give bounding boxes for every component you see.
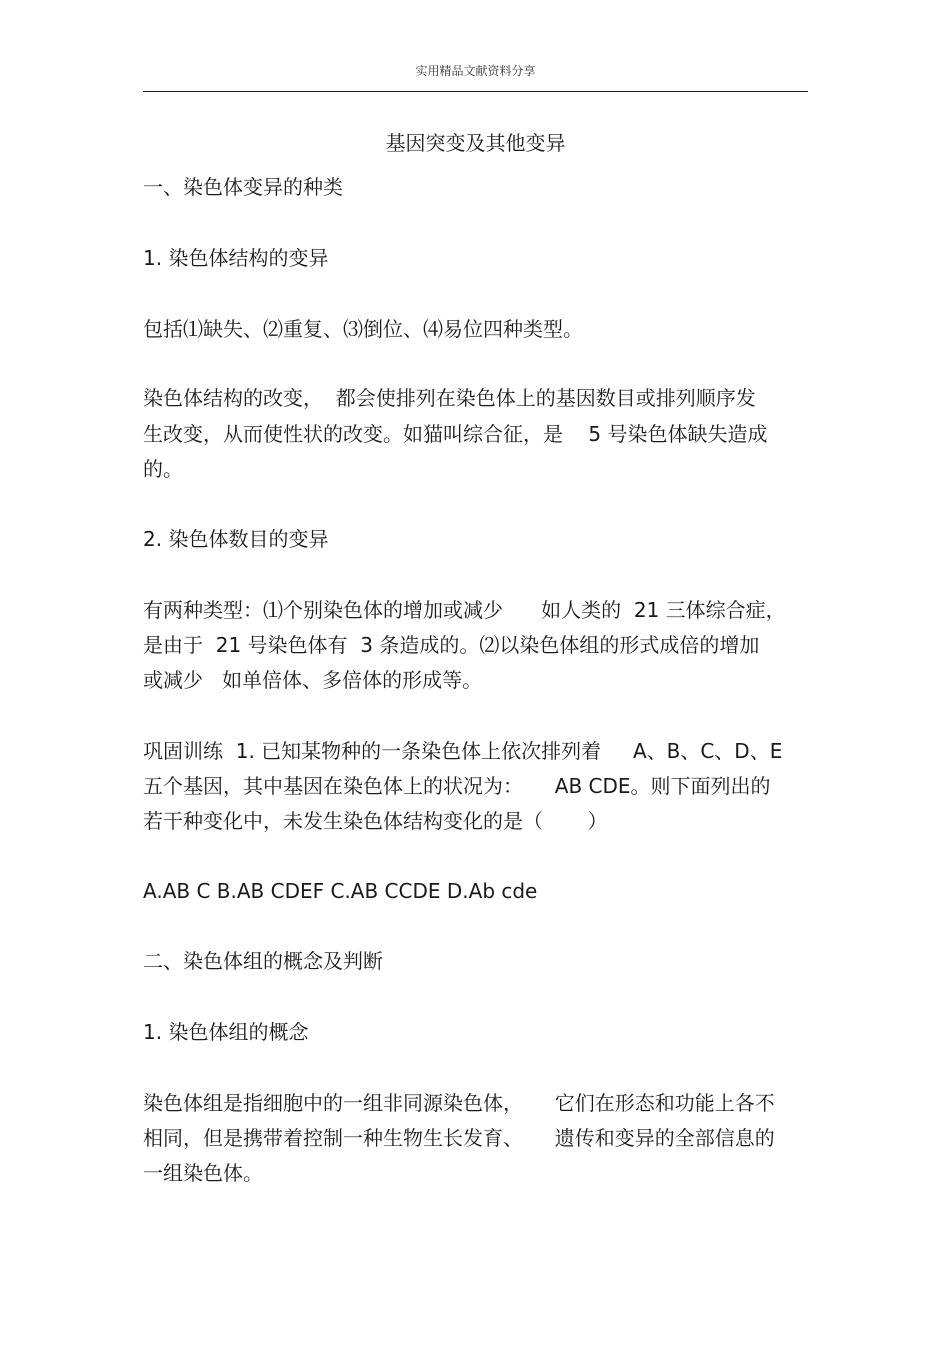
paragraph-line: 染色体组是指细胞中的一组非同源染色体， 它们在形态和功能上各不 (143, 1091, 775, 1115)
subheading-numerical-variation: 2. 染色体数目的变异 (143, 527, 329, 551)
paragraph-line: 的。 (143, 457, 183, 481)
exercise-options: A.AB C B.AB CDEF C.AB CCDE D.Ab cde (143, 879, 538, 903)
exercise-line: 五个基因，其中基因在染色体上的状况为： AB CDE。则下面列出的 (143, 774, 771, 798)
paragraph-line: 是由于 21 号染色体有 3 条造成的。⑵以染色体组的形式成倍的增加 (143, 633, 760, 657)
paragraph-line: 染色体结构的改变， 都会使排列在染色体上的基因数目或排列顺序发 (143, 386, 756, 410)
exercise-line: 巩固训练 1. 已知某物种的一条染色体上依次排列着 A、B、C、D、E (143, 739, 783, 763)
subheading-structural-variation: 1. 染色体结构的变异 (143, 246, 329, 270)
page-header: 实用精品文献资料分享 (415, 64, 536, 78)
header-rule (143, 91, 808, 92)
subheading-chromosome-set-concept: 1. 染色体组的概念 (143, 1020, 309, 1044)
paragraph-line: 相同，但是携带着控制一种生物生长发育、 遗传和变异的全部信息的 (143, 1126, 775, 1150)
exercise-line: 若干种变化中，未发生染色体结构变化的是（ ） (143, 809, 608, 833)
paragraph-line: 有两种类型：⑴个别染色体的增加或减少 如人类的 21 三体综合症， (143, 598, 786, 622)
paragraph-line: 一组染色体。 (143, 1161, 263, 1185)
paragraph-line: 或减少 如单倍体、多倍体的形成等。 (143, 668, 483, 692)
section-heading-chromosome-variation-types: 一、染色体变异的种类 (143, 175, 343, 199)
document-title: 基因突变及其他变异 (385, 131, 566, 155)
paragraph-line: 生改变，从而使性状的改变。如猫叫综合征，是 5 号染色体缺失造成 (143, 422, 768, 446)
paragraph-line: 包括⑴缺失、⑵重复、⑶倒位、⑷易位四种类型。 (143, 317, 583, 341)
section-heading-chromosome-set: 二、染色体组的概念及判断 (143, 949, 383, 973)
